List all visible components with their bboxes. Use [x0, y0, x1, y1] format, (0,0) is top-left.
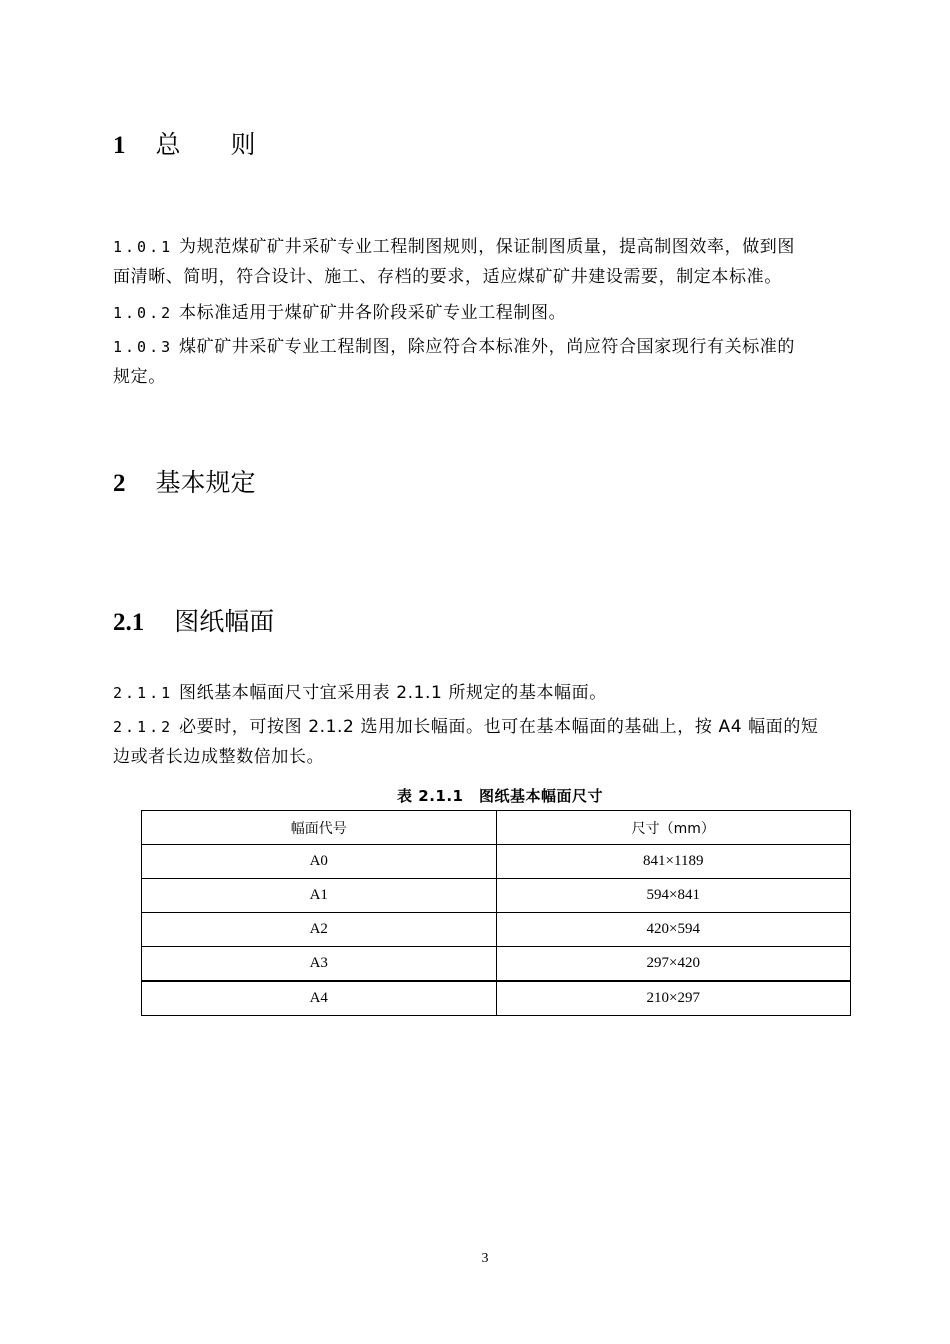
section-title: 图纸幅面	[174, 607, 275, 636]
clause-2-1-1	[113, 678, 865, 708]
table-header-cell: 尺寸（mm）	[496, 811, 851, 845]
table-row	[142, 845, 851, 879]
table-cell: A4	[142, 981, 497, 1016]
table-cell: 594×841	[496, 879, 851, 913]
table-cell: A0	[142, 845, 497, 879]
table-cell: A2	[142, 913, 497, 947]
clause-2-1-2	[113, 712, 865, 772]
page-number: 3	[481, 1251, 489, 1266]
clause-text-line: 必要时，可按图 2.1.2 选用加长幅面。也可在基本幅面的基础上，按 A4 幅面的短	[179, 717, 819, 737]
clause-number: 2.1.1	[113, 684, 174, 702]
clause-text-line: 边或者长边成整数倍加长。	[113, 747, 325, 767]
table-row	[142, 947, 851, 982]
section-number: 1	[113, 132, 126, 159]
section-number: 2.1	[113, 609, 145, 636]
paper-size-table	[141, 810, 851, 1016]
clause-number: 1.0.3	[113, 338, 174, 356]
table-cell: 210×297	[496, 981, 851, 1016]
clause-text-line: 为规范煤矿矿井采矿专业工程制图规则，保证制图质量，提高制图效率，做到图	[179, 237, 795, 257]
section-title: 总 则	[155, 130, 256, 159]
clause-1-0-1	[113, 232, 865, 292]
clause-text-line: 煤矿矿井采矿专业工程制图，除应符合本标准外，尚应符合国家现行有关标准的	[179, 337, 795, 357]
clause-number: 1.0.2	[113, 304, 174, 322]
table-cell: 420×594	[496, 913, 851, 947]
clause-1-0-2	[113, 298, 865, 328]
table-header-cell: 幅面代号	[142, 811, 497, 845]
table-row	[142, 981, 851, 1016]
table-row	[142, 879, 851, 913]
clause-number: 1.0.1	[113, 238, 174, 256]
clause-text-line: 图纸基本幅面尺寸宜采用表 2.1.1 所规定的基本幅面。	[179, 683, 607, 703]
clause-text-line: 规定。	[113, 367, 166, 387]
section-heading-2	[113, 463, 255, 499]
section-number: 2	[113, 470, 126, 497]
table-cell: A3	[142, 947, 497, 982]
table-cell: A1	[142, 879, 497, 913]
table-cell: 297×420	[496, 947, 851, 982]
section-heading-2-1	[113, 602, 274, 638]
clause-number: 2.1.2	[113, 718, 174, 736]
table-caption: 表 2.1.1 图纸基本幅面尺寸	[397, 787, 603, 805]
table-header-row	[142, 811, 851, 845]
clause-text-line: 本标准适用于煤矿矿井各阶段采矿专业工程制图。	[179, 303, 567, 323]
table-cell: 841×1189	[496, 845, 851, 879]
table-row	[142, 913, 851, 947]
clause-1-0-3	[113, 332, 865, 392]
clause-text-line: 面清晰、简明，符合设计、施工、存档的要求，适应煤矿矿井建设需要，制定本标准。	[113, 267, 782, 287]
section-heading-1	[113, 125, 255, 161]
section-title: 基本规定	[155, 468, 256, 497]
